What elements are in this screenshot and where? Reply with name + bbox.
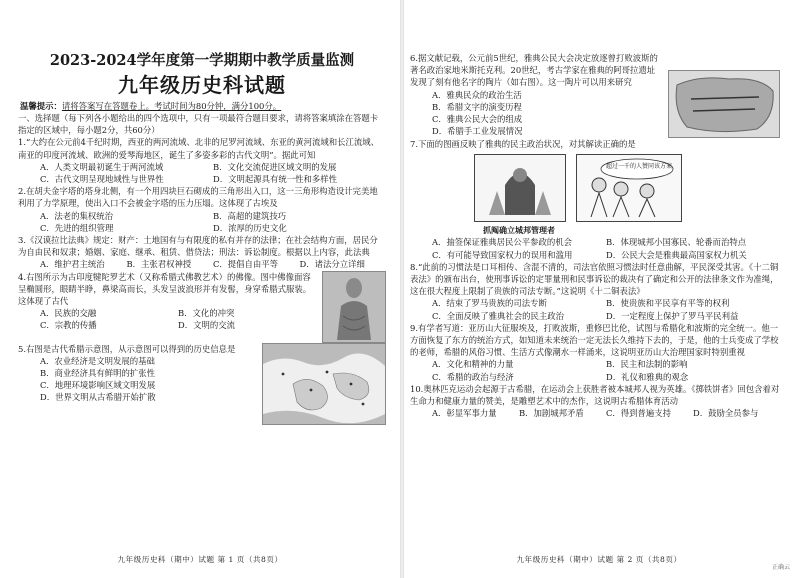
subject-title: 九年级历史科试题 <box>118 73 286 97</box>
option-d: D．文明起源具有统一性和多样性 <box>213 174 337 185</box>
question-number: 9. <box>410 322 418 333</box>
question-number: 2. <box>18 186 26 197</box>
question-text: 右图是古代希腊示意图，从示意图可以得到的历史信息是 <box>26 343 236 354</box>
question-number: 5. <box>18 343 26 354</box>
assembly-cartoon <box>576 154 682 222</box>
option-c: C．希腊的政治与经济 <box>432 371 514 382</box>
question-number: 3. <box>18 235 26 246</box>
option-a: A．民族的交融 <box>40 308 97 319</box>
question-text: 右图所示为古印度犍陀罗艺术（又称希腊式佛教艺术）的佛像。图中佛像面容呈椭圆形，眼睛半睁，鼻梁高而长，头发呈波浪形并有发髻，身穿希腊式服装。这体现了古代 <box>18 271 312 307</box>
option-c: C．提倡自由平等 <box>213 259 279 270</box>
watermark-logo: 正确云 <box>771 563 790 571</box>
buddha-statue-icon <box>323 272 385 342</box>
option-d: D．一定程度上保护了罗马平民利益 <box>606 310 739 321</box>
option-b: B．文化的冲突 <box>178 308 235 319</box>
buddha-statue-image <box>322 271 386 343</box>
page-footer: 九年级历史科（期中）试题 第 2 页（共8页） <box>516 554 682 564</box>
option-b: B．商业经济具有鲜明的扩张性 <box>40 368 156 379</box>
option-c: C．雅典公民大会的组成 <box>432 114 523 125</box>
question-3 <box>18 234 386 271</box>
lottery-icon <box>475 155 565 221</box>
question-number: 7. <box>410 139 418 149</box>
question-8 <box>410 261 780 322</box>
page-footer: 九年级历史科（期中）试题 第 1 页（共8页） <box>117 554 283 564</box>
option-b: B．希腊文字的演变历程 <box>432 101 522 112</box>
ostracon-icon <box>669 71 779 137</box>
lottery-cartoon <box>474 154 566 222</box>
option-b: B．体现城邦小国寡民、轮番而治特点 <box>606 237 747 248</box>
option-a: A．农业经济是文明发展的基础 <box>40 355 155 366</box>
option-d: D．希腊手工业发展情况 <box>432 126 523 137</box>
exam-page-2 <box>404 0 794 578</box>
question-text: 有学者写道：亚历山大征服埃及，打败波斯，重修巴比伦，试图与希腊化和波斯的完全统一。他一方面恢复了东方的统治方式，如知道未来统治一定无法长久维持下去的，于是，他的士兵变成了学校的老师，希腊的风俗习惯、生活方式像潮水一样涌来，这说明亚历山大治理国家时特别重视 <box>410 322 779 358</box>
option-a: A．雅典民众的政治生活 <box>432 89 522 100</box>
question-10 <box>410 383 780 420</box>
ancient-greece-map <box>262 343 386 425</box>
question-number: 10. <box>410 383 424 394</box>
option-b: B．文化交流促进区域文明的发展 <box>213 161 337 172</box>
tip-text: 请将答案写在答题卷上。考试时间为80分钟，满分100分。 <box>61 101 282 111</box>
question-text: 奥林匹克运动会起源于古希腊，在运动会上获胜者被本城邦人视为英雄。《掷铁饼者》回包含着对生命力和健康力量的赞美，是雕塑艺术中的杰作，这说明古希腊体育活动 <box>410 383 780 407</box>
option-d: D．礼仪和雅典的观念 <box>606 371 689 382</box>
option-b: B．高超的建筑技巧 <box>213 210 287 221</box>
option-c: C．先进的组织管理 <box>40 222 114 233</box>
question-5 <box>18 343 386 425</box>
question-number: 4. <box>18 271 26 282</box>
option-d: D．公民大会是雅典最高国家权力机关 <box>606 249 747 260</box>
option-a: A．文化和精神的力量 <box>432 359 514 370</box>
option-a: A．彰显军事力量 <box>432 408 497 419</box>
pottery-shard-image <box>668 70 780 138</box>
option-c: C．有可能导致国家权力的误用和滥用 <box>432 249 573 260</box>
option-a: A．人类文明最初诞生于两河流域 <box>40 161 164 172</box>
option-c: C．全面反映了雅典社会的民主政治 <box>432 310 565 321</box>
option-d: D．文明的交流 <box>178 320 235 331</box>
question-text: “此前的习惯法是口耳相传、含混不清的，司法官依照习惯法时任意曲解，平民深受其害。《十二铜表法》的颁布出台，使刑事诉讼的定罪量刑和民事诉讼的裁决有了确定和公开的法律条文作为准绳，这在很大程度上限制了贵族的司法专断。”这说明《十二铜表法》 <box>410 261 779 297</box>
question-7 <box>410 138 780 261</box>
cartoon-caption: 抓阄确立城邦管理者 <box>483 225 555 236</box>
option-b: B．民主和法制的影响 <box>606 359 688 370</box>
option-b: B．使贵族和平民享有平等的权利 <box>606 298 730 309</box>
question-4 <box>18 271 386 343</box>
question-text: 据文献记载，公元前5世纪，雅典公民大会决定放逐曾打败波斯的著名政治家地米斯托克利。20世纪，考古学家在雅典的阿哥拉遗址发现了刻有他名字的陶片（如右图）。这一陶片可以用来研究 <box>410 53 658 88</box>
exam-tip <box>18 100 386 112</box>
question-text: 《汉谟拉比法典》规定：财产：土地国有与有限度的私有并存的法律；在社会结构方面，居民分为自由民和奴隶；婚姻、家庭、继承、租赁、借贷法；刑法：诉讼制度。根据以上内容，此法典 <box>18 235 378 258</box>
option-c: C．得到普遍支持 <box>606 408 672 419</box>
question-number: 1. <box>18 137 26 148</box>
option-c: C．古代文明呈现地域性与世界性 <box>40 174 164 185</box>
option-a: A．法老的集权统治 <box>40 210 114 221</box>
option-b: B．加剧城邦矛盾 <box>519 408 584 419</box>
option-a: A．抽签保证雅典居民公平参政的机会 <box>432 237 573 248</box>
question-9 <box>410 322 780 383</box>
question-text: 下面的图画反映了雅典的民主政治状况，对其解读正确的是 <box>418 139 636 149</box>
option-d: D．鼓励全员参与 <box>693 408 759 419</box>
question-2 <box>18 185 386 234</box>
map-icon <box>263 344 385 424</box>
question-text: “大约在公元前4千纪时期，西亚的两河流域、北非的尼罗河流域、东亚的黄河流域和长江流域、南亚的印度河流域、欧洲的爱琴海地区，诞生了多姿多彩的古代文明”。据此可知 <box>18 137 379 160</box>
exam-title: 2023-2024学年度第一学期期中教学质量监测 <box>49 52 355 69</box>
option-c: C．地理环境影响区域文明发展 <box>40 380 156 391</box>
option-b: B．主张君权神授 <box>126 259 192 270</box>
question-number: 8. <box>410 261 418 272</box>
question-number: 6. <box>410 53 418 63</box>
option-d: D．浓厚的历史文化 <box>213 222 287 233</box>
section-heading: 一、选择题（每下列各小题给出的四个选项中，只有一项最符合题目要求，请将答案填涂在答题卡指定的区域中，每小题2分，共60分） <box>18 113 379 136</box>
option-d: D．世界文明从古希腊开始扩散 <box>40 392 156 403</box>
option-d: D．诸法分立详细 <box>299 259 365 270</box>
speech-bubble-text: 超过一千的人赞同该方案 <box>605 163 672 171</box>
option-a: A．结束了罗马贵族的司法专断 <box>432 298 547 309</box>
question-6 <box>410 52 780 138</box>
question-1 <box>18 136 386 185</box>
option-a: A．维护君主统治 <box>40 259 105 270</box>
tip-label: 温馨提示： <box>20 101 62 111</box>
question-text: 在胡夫金字塔的塔身北侧，有一个用四块巨石砌成的三角形出入口，这一三角形构造设计完美地利用了力学原理，使出入口不会被金字塔的压力压塌。这体现了古埃及 <box>18 186 378 209</box>
option-c: C．宗教的传播 <box>40 320 97 331</box>
